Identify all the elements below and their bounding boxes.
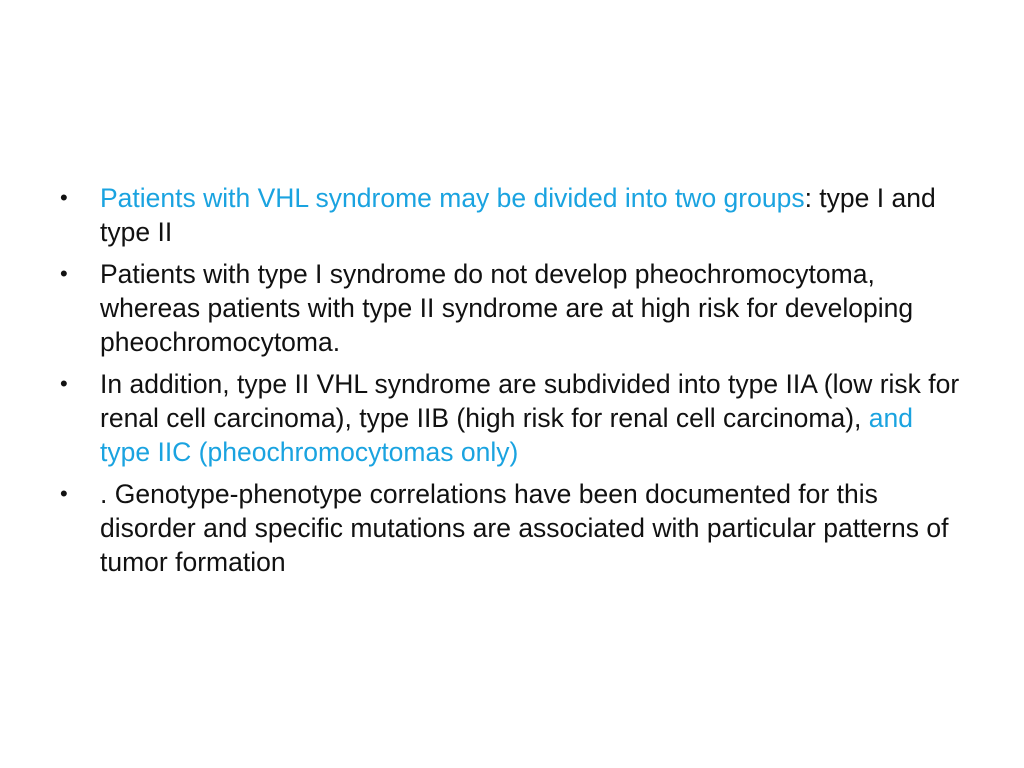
bullet-dot-icon: • [60, 371, 68, 396]
bullet-list [60, 181, 970, 587]
bullet-text: In addition, type II VHL syndrome are subdivided into type IIA (low risk for renal cell carcinoma), type IIB (high risk for renal cell carcinoma), [100, 369, 960, 433]
bullet-item [60, 367, 970, 469]
bullet-item [60, 181, 970, 249]
bullet-text-accent: and type IIC (pheochromocytomas only) [100, 403, 913, 467]
bullet-text: . Genotype-phenotype correlations have been documented for this disorder and specific mutations are associated with particular patterns of tumor formation [100, 479, 949, 577]
bullet-text: Patients with type I syndrome do not develop pheochromocytoma, whereas patients with type II syndrome are at high risk for developing pheochromocytoma. [100, 259, 914, 357]
bullet-dot-icon: • [60, 261, 68, 286]
bullet-item [60, 477, 970, 579]
bullet-item [60, 257, 970, 359]
bullet-text-accent: Patients with VHL syndrome may be divided into two groups [100, 183, 805, 213]
bullet-text: : type I and type II [100, 183, 936, 247]
bullet-dot-icon: • [60, 185, 68, 210]
bullet-dot-icon: • [60, 481, 68, 506]
